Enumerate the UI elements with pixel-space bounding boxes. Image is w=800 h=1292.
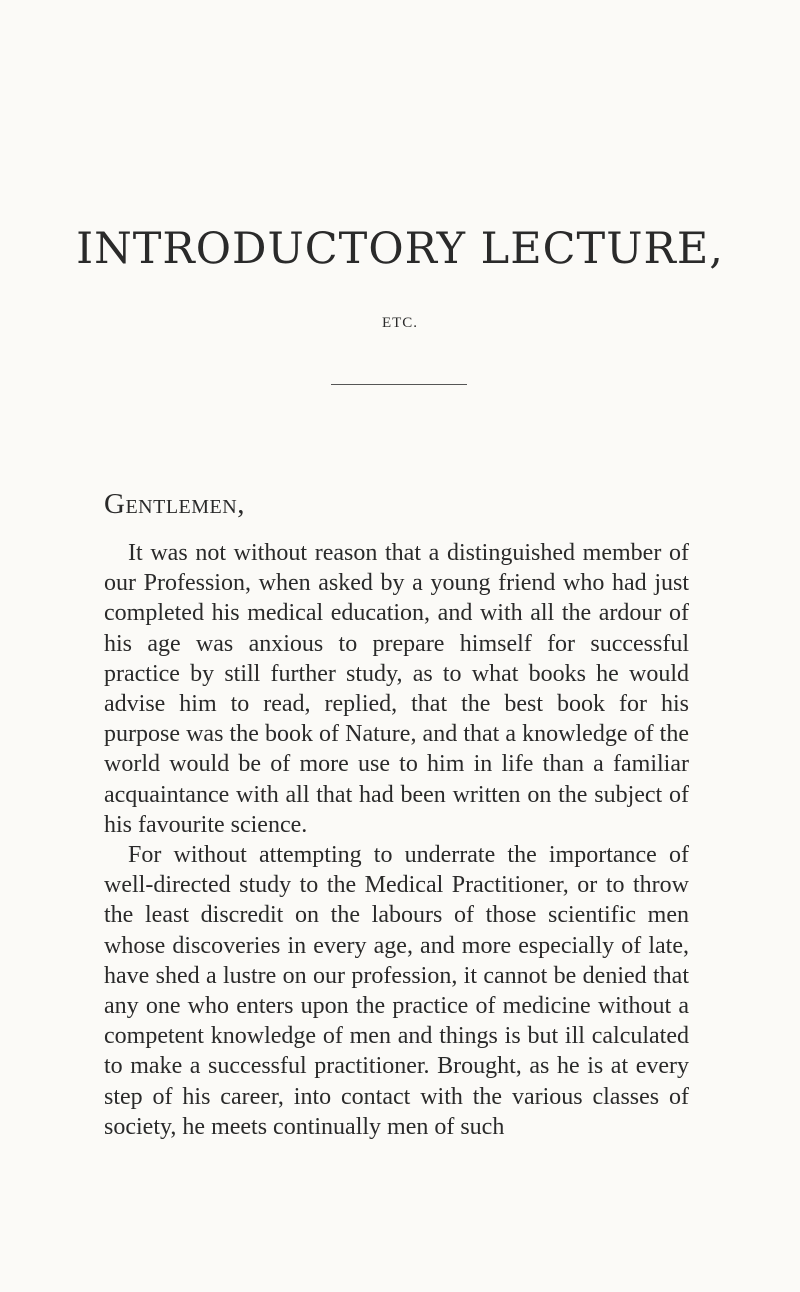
body-text bbox=[104, 538, 689, 1142]
section-divider bbox=[331, 384, 467, 385]
paragraph-1: It was not without reason that a distinguished member of our Profession, when asked by a young friend who had just completed his medical education, and with all the ardour of his age was anxious to prepare himself for successful practice by still further study, as to what books he would advise him to read, replied, that the best book for his purpose was the book of Nature, and that a knowledge of the world would be of more use to him in life than a familiar acquaintance with all that had been written on the subject of his favourite science. bbox=[104, 540, 689, 838]
lecture-subtitle: ETC. bbox=[381, 315, 419, 331]
lecture-title: INTRODUCTORY LECTURE, bbox=[76, 224, 724, 274]
paragraph-2: For without attempting to underrate the importance of well-directed study to the Medical Practitioner, or to throw the least discredit on the labours of those scientific men whose discoveries in every age, and more especially of late, have shed a lustre on our profession, it cannot be denied that any one who enters upon the practice of medicine without a competent knowledge of men and things is but ill calculated to make a successful practitioner. Brought, as he is at every step of his career, into contact with the various classes of society, he meets continually men of such bbox=[104, 842, 689, 1140]
salutation: Gentlemen, bbox=[104, 488, 245, 520]
